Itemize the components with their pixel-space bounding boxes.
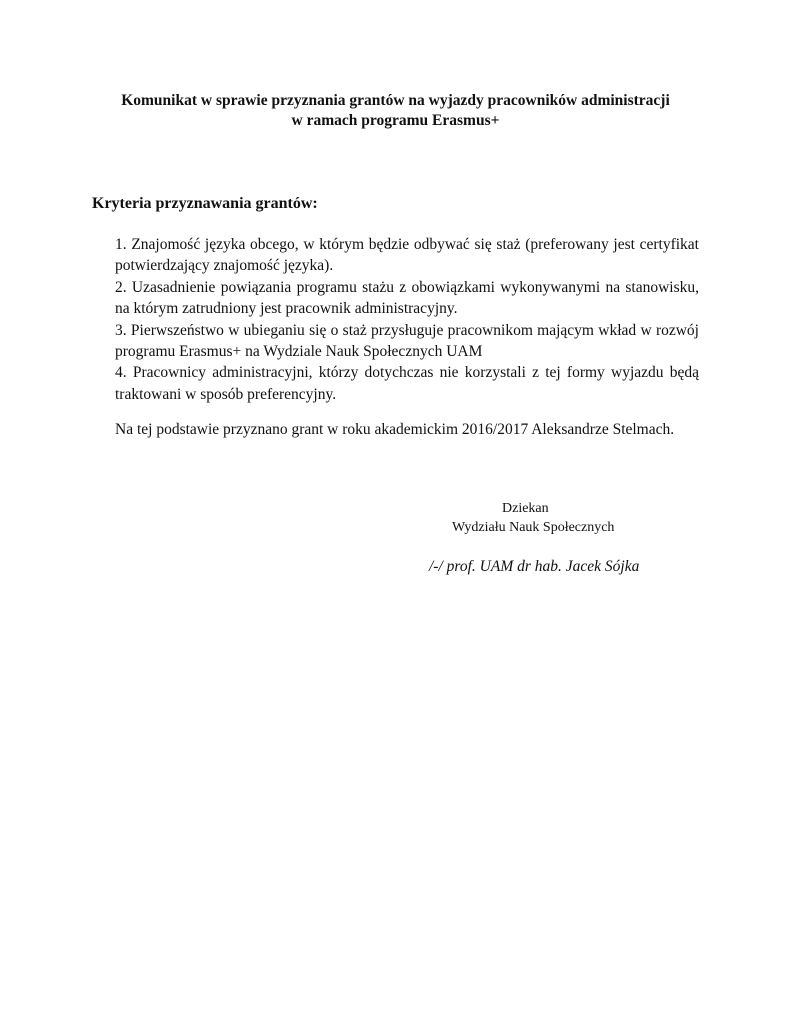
criteria-item-3: 3. Pierwszeństwo w ubieganiu się o staż przysługuje pracownikom mającym wkład w rozwój programu Erasmus+ na Wydziale Nauk Społecznych UAM xyxy=(115,321,699,361)
signature-title: Dziekan xyxy=(502,501,549,516)
criteria-item-2: 2. Uzasadnienie powiązania programu stażu z obowiązkami wykonywanymi na stanowisku, na którym zatrudniony jest pracownik administracyjny. xyxy=(115,278,699,318)
criteria-heading: Kryteria przyznawania grantów: xyxy=(92,195,318,212)
document-title-line-1: Komunikat w sprawie przyznania grantów na wyjazdy pracowników administracji xyxy=(121,92,670,109)
criteria-item-1: 1. Znajomość języka obcego, w którym będzie odbywać się staż (preferowany jest certyfikat potwierdzający znajomość języka). xyxy=(115,236,699,275)
criteria-list xyxy=(115,234,699,405)
signature-name: /-/ prof. UAM dr hab. Jacek Sójka xyxy=(429,558,640,575)
criteria-item-4: 4. Pracownicy administracyjni, którzy dotychczas nie korzystali z tej formy wyjazdu będą traktowani w sposób preferencyjny. xyxy=(115,364,699,403)
document-title-line-2: w ramach programu Erasmus+ xyxy=(291,112,500,129)
signature-department: Wydziału Nauk Społecznych xyxy=(452,520,615,535)
grant-conclusion: Na tej podstawie przyznano grant w roku akademickim 2016/2017 Aleksandrze Stelmach. xyxy=(115,421,675,438)
